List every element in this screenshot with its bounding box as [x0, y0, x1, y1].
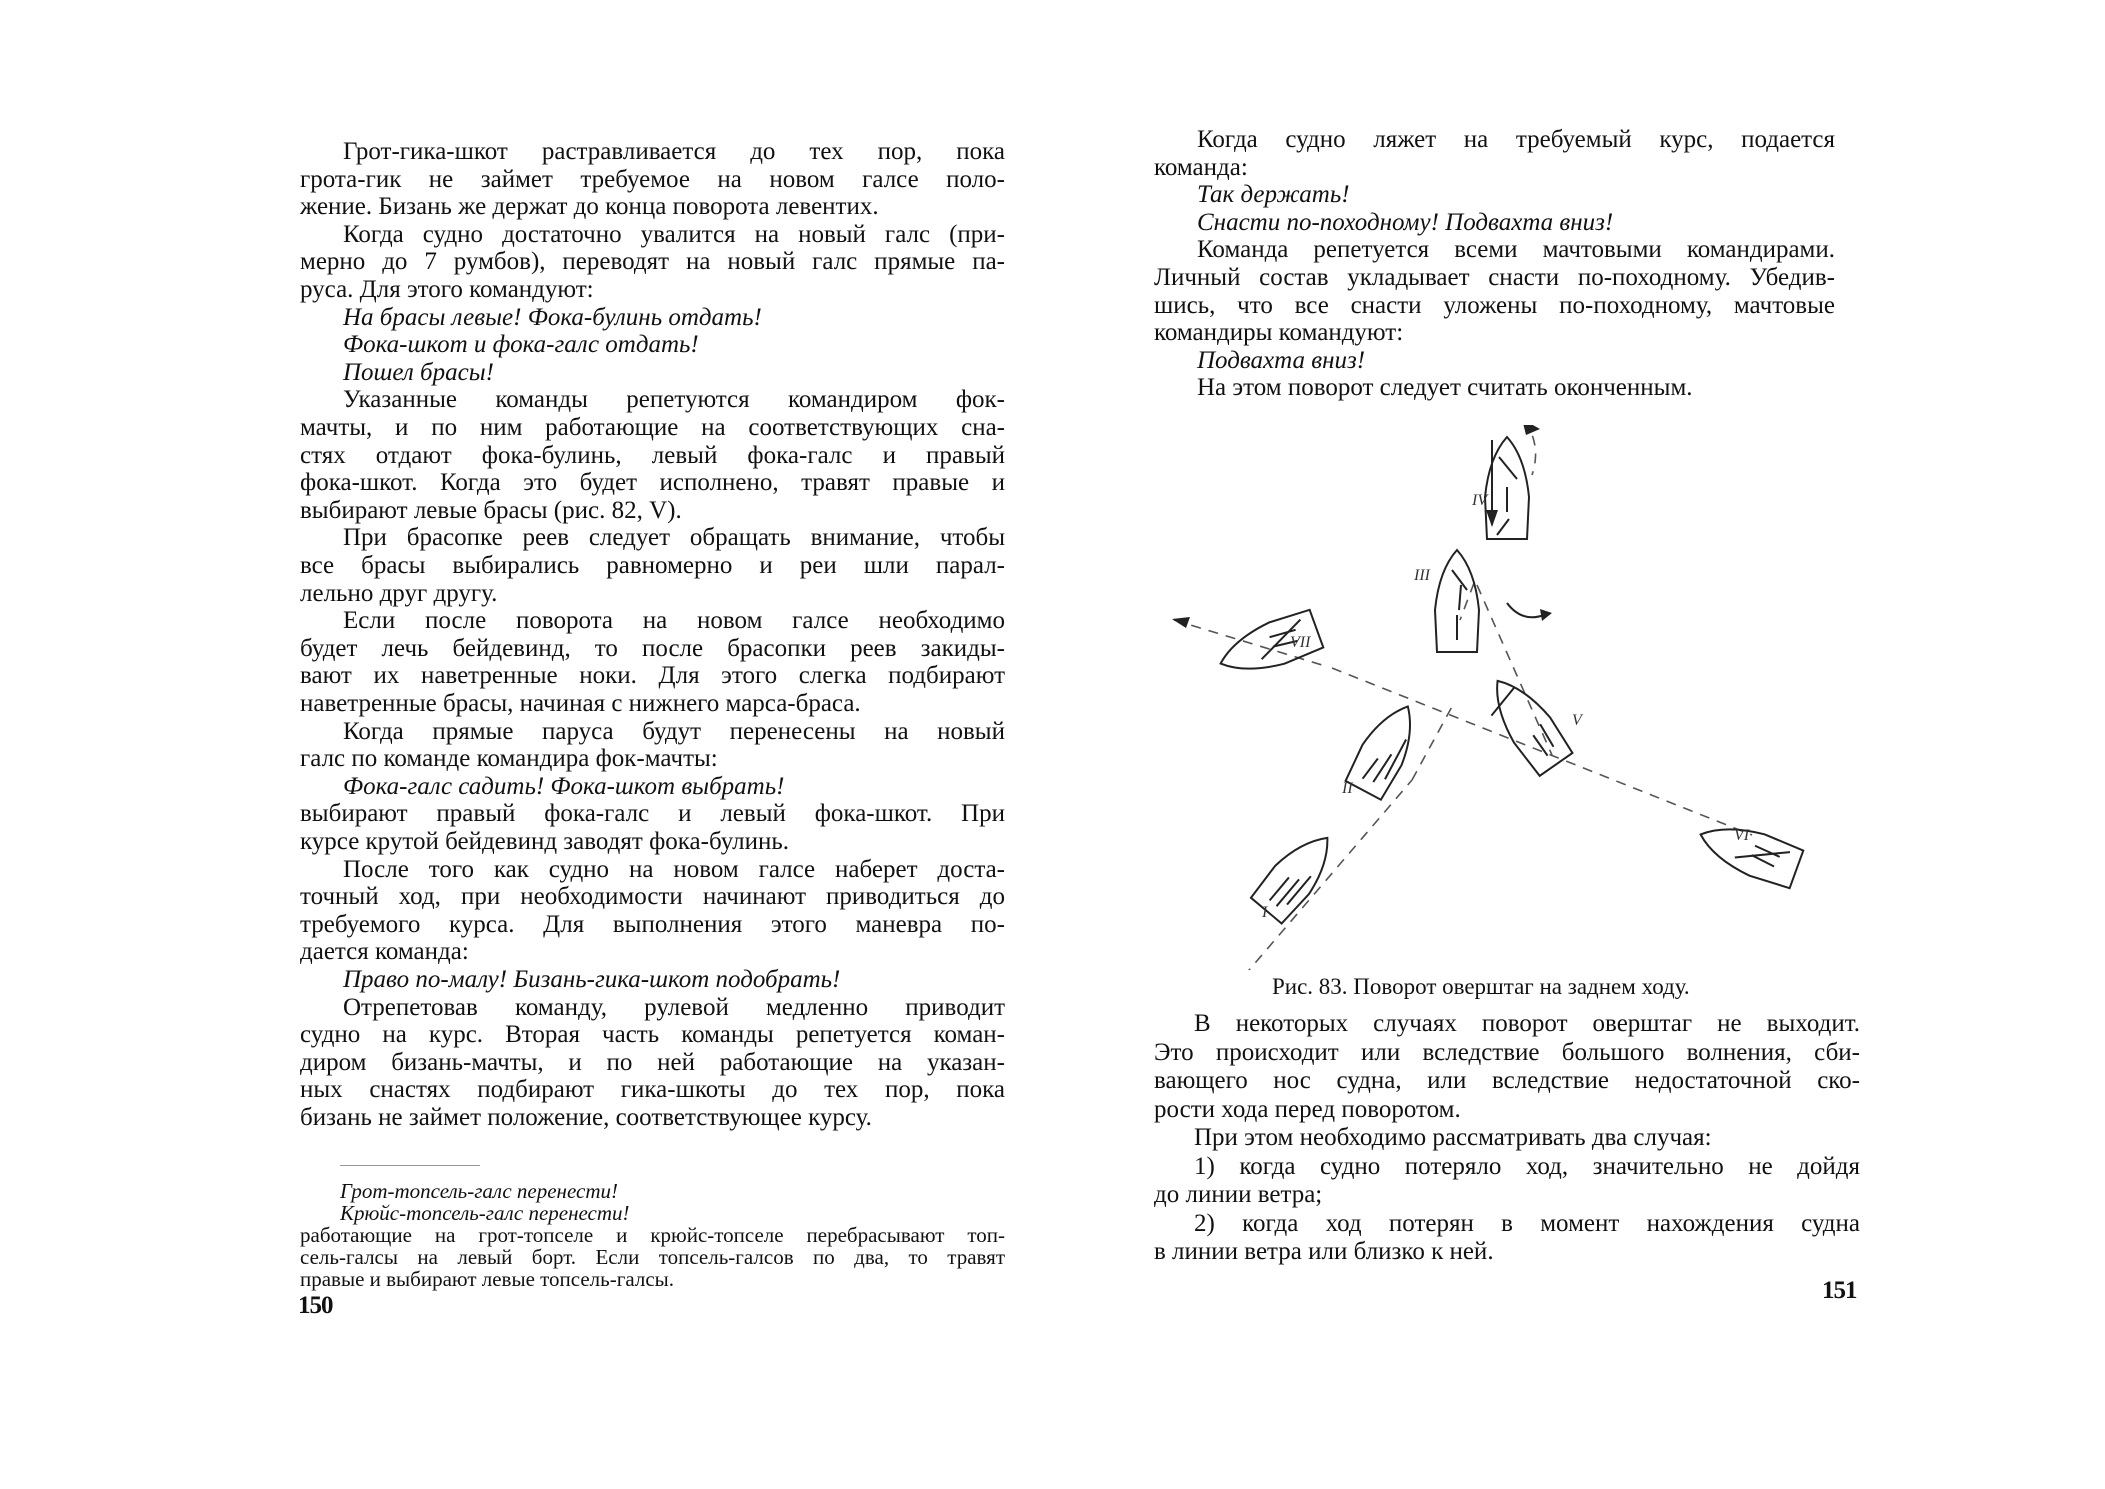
- text-line: лельно друг другу.: [300, 579, 498, 607]
- text-line: Грот-гика-шкот растравливается до тех пор, пока: [343, 138, 1005, 165]
- text-line: выбирают правый фока-галс и левый фока-шкот. При: [300, 800, 1005, 828]
- text-line: жение. Бизань же держат до конца поворота левентих.: [300, 193, 879, 221]
- text-line: Когда судно ляжет на требуемый курс, подается: [1197, 126, 1835, 153]
- page-number-left: 150: [298, 1292, 333, 1319]
- footnote-line: работающие на грот-топселе и крюйс-топселе перебрасывают топ-: [300, 1223, 1005, 1247]
- command-line: Подвахта вниз!: [1197, 346, 1366, 374]
- text-line: до линии ветра;: [1154, 1181, 1323, 1208]
- command-line: Право по-малу! Бизань-гика-шкот подобрать!: [343, 966, 841, 993]
- text-line: в линии ветра или близко к ней.: [1154, 1238, 1494, 1265]
- text-line: требуемого курса. Для выполнения этого маневра по-: [300, 910, 1005, 938]
- text-line: галс по команде командира фок-мачты:: [300, 745, 718, 773]
- text-line: При брасопке реев следует обращать внимание, чтобы: [343, 524, 1005, 552]
- command-line: На брасы левые! Фока-булинь отдать!: [343, 303, 762, 331]
- text-line: командиры командуют:: [1154, 319, 1404, 347]
- footnote-line: сель-галсы на левый борт. Если топсель-галсов по два, то травят: [300, 1245, 1005, 1269]
- text-line: все брасы выбирались равномерно и реи шли парал-: [300, 552, 1005, 579]
- text-line: 1) когда судно потеряло ход, значительно не дойдя: [1194, 1152, 1860, 1180]
- text-line: Если после поворота на новом галсе необходимо: [343, 607, 1005, 635]
- text-line: дается команда:: [300, 938, 469, 966]
- boat-vi-icon: [1693, 814, 1804, 890]
- text-line: Команда репетуется всеми мачтовыми командирами.: [1197, 236, 1835, 264]
- text-line: мачты, и по ним работающие на соответствующих сна-: [300, 414, 1005, 441]
- footnote-command: Грот-топсель-галс перенести!: [340, 1179, 618, 1203]
- label-ii: II: [1342, 780, 1353, 797]
- left-page: [0, 0, 1052, 1489]
- label-vi: VI: [1734, 827, 1750, 844]
- text-line: курсе крутой бейдевинд заводят фока-булинь.: [300, 828, 790, 855]
- text-line: будет лечь бейдевинд, то после брасопки реев закиды-: [300, 634, 1005, 662]
- text-line: диром бизань-мачты, и по ней работающие на указан-: [300, 1048, 1005, 1076]
- command-line: Фока-галс садить! Фока-шкот выбрать!: [343, 772, 785, 800]
- boat-ii-icon: [1344, 696, 1427, 801]
- text-line: 2) когда ход потерян в момент нахождения судна: [1194, 1209, 1860, 1237]
- text-line: наветренные брасы, начиная с нижнего марса-браса.: [300, 690, 861, 717]
- command-line: Снасти по-походному! Подвахта вниз!: [1197, 208, 1614, 236]
- text-line: выбирают левые брасы (рис. 82, V).: [300, 496, 682, 524]
- text-line: грота-гик не займет требуемое на новом галсе поло-: [300, 165, 1005, 193]
- figure-caption: Рис. 83. Поворот оверштаг на заднем ходу.: [1272, 974, 1690, 999]
- text-line: Указанные команды репетуются командиром фок-: [343, 386, 1005, 414]
- footnote-command: Крюйс-топсель-галс перенести!: [340, 1201, 630, 1225]
- text-line: рости хода перед поворотом.: [1154, 1095, 1461, 1123]
- text-line: Когда прямые паруса будут перенесены на новый: [343, 717, 1005, 745]
- text-line: бизань не займет положение, соответствующее курсу.: [300, 1104, 872, 1131]
- text-line: стях отдают фока-булинь, левый фока-галс и правый: [300, 441, 1005, 469]
- footnote-line: правые и выбирают левые топсель-галсы.: [300, 1267, 675, 1291]
- command-line: Пошел брасы!: [343, 358, 494, 386]
- label-i: I: [1262, 904, 1268, 921]
- command-line: Фока-шкот и фока-галс отдать!: [343, 331, 699, 359]
- text-line: шись, что все снасти уложены по-походному, мачтовые: [1154, 291, 1835, 319]
- text-line: Отрепетовав команду, рулевой медленно приводит: [343, 993, 1005, 1021]
- label-v: V: [1572, 712, 1582, 729]
- page-number-right: 151: [1822, 1277, 1857, 1304]
- text-line: вающего нос судна, или вследствие недостаточной ско-: [1154, 1067, 1860, 1094]
- text-line: Личный состав укладывает снасти по-походному. Убедив-: [1154, 264, 1835, 291]
- text-line: После того как судно на новом галсе наберет доста-: [343, 855, 1005, 883]
- text-line: судно на курс. Вторая часть команды репетуется коман-: [300, 1021, 1005, 1049]
- right-page: [1052, 0, 2105, 1489]
- label-iii: III: [1414, 567, 1430, 584]
- text-line: вают их наветренные ноки. Для этого слегка подбирают: [300, 662, 1005, 690]
- text-line: Когда судно достаточно увалится на новый галс (при-: [343, 220, 1005, 248]
- text-line: При этом необходимо рассматривать два случая:: [1194, 1124, 1712, 1151]
- text-line: точный ход, при необходимости начинают приводиться до: [300, 883, 1005, 911]
- text-line: команда:: [1154, 153, 1248, 181]
- text-line: На этом поворот следует считать оконченным.: [1197, 374, 1693, 402]
- label-vii: VII: [1290, 634, 1311, 651]
- figure-83-diagram: [1152, 425, 1872, 970]
- footnote-divider: [340, 1165, 480, 1166]
- text-line: фока-шкот. Когда это будет исполнено, травят правые и: [300, 469, 1005, 497]
- text-line: руса. Для этого командуют:: [300, 276, 594, 303]
- text-line: мерно до 7 румбов), переводят на новый галс прямые па-: [300, 248, 1005, 276]
- label-iv: IV: [1472, 492, 1488, 509]
- boat-iii-icon: [1435, 550, 1479, 652]
- text-line: Это происходит или вследствие большого волнения, сби-: [1154, 1038, 1860, 1066]
- text-line: ных снастях подбирают гика-шкоты до тех пор, пока: [300, 1076, 1005, 1104]
- boat-v-icon: [1477, 668, 1574, 779]
- text-line: В некоторых случаях поворот оверштаг не выходит.: [1194, 1010, 1860, 1037]
- command-line: Так держать!: [1197, 181, 1350, 209]
